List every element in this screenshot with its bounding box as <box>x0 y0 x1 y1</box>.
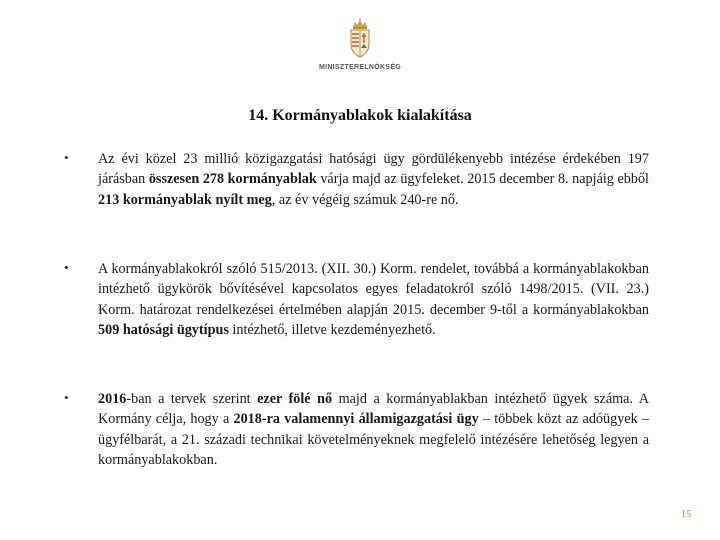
text-run: -ban a tervek szerint <box>126 391 258 407</box>
bold-text: összesen 278 kormányablak <box>148 171 317 188</box>
text-run: majd a kormányablakban intézhető ügyek száma. A Kormány célja, hogy a <box>98 391 649 428</box>
text-run: , az év végéig számuk 240-re nő. <box>271 191 459 208</box>
text-run: intézhető, illetve kezdeményezhető. <box>228 321 436 338</box>
bullet-text <box>98 259 649 340</box>
bullet-text <box>98 389 649 470</box>
bold-text: 2016 <box>98 391 127 407</box>
bullet-item-1 <box>64 149 649 210</box>
bullet-item-2 <box>64 259 649 340</box>
bullet-marker: • <box>64 260 69 275</box>
page-number: 15 <box>681 509 691 520</box>
bullet-item-3 <box>64 389 649 470</box>
bold-text: 509 hatósági ügytípus <box>98 321 229 338</box>
page-title: 14. Kormányablakok kialakítása <box>248 107 472 124</box>
text-run: – többek közt az adóügyek – ügyfélbarát, a 21. századi technikai követelményeknek megfelelő intézésére lehetőség legyen a kormányablakokban. <box>98 411 649 468</box>
bullet-marker: • <box>64 150 69 165</box>
logo-text: MINISZTERELNÖKSÉG <box>318 64 402 71</box>
bold-text: 213 kormányablak nyílt meg <box>98 191 272 208</box>
bullet-text <box>98 149 649 210</box>
bold-text: ezer fölé nő <box>257 391 333 407</box>
bold-text: 2018-ra valamennyi államigazgatási ügy <box>233 411 479 428</box>
text-run: Az évi közel 23 millió közigazgatási hatósági ügy gördülékenyebb intézése érdekében 197 járásban <box>98 151 649 188</box>
bullet-marker: • <box>64 390 69 405</box>
text-run: A kormányablakokról szóló 515/2013. (XII. 30.) Korm. rendelet, továbbá a kormányablakokban intézhető ügykörök bővítésével kapcsolatos egyes feladatokról szóló 1498/2015. (VII. 23.) Korm. határozat rendelkezései értelmében alapján 2015. december 9-től a kormányablakokban <box>98 261 649 318</box>
text-run: várja majd az ügyfeleket. 2015 december 8. napjáig ebből <box>316 171 649 188</box>
hungarian-coat-of-arms-icon <box>347 18 373 58</box>
ministry-logo <box>316 18 404 71</box>
